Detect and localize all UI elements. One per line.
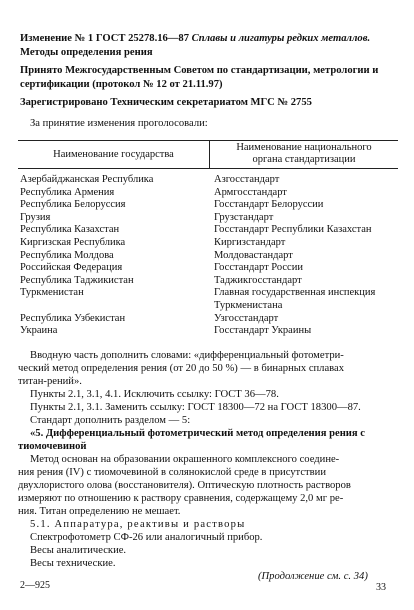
method-paragraph-line-2: ния рения (IV) с тиомочевиной в солянокислой среде в присутствии	[18, 467, 326, 478]
table-row	[18, 224, 398, 237]
body-paragraph-1-line-3: титан-рений».	[18, 376, 82, 387]
table-header-body-1: Наименование национального	[236, 142, 372, 153]
standards-body-name: Госстандарт России	[214, 262, 303, 274]
equipment-technical-scales: Весы технические.	[30, 558, 116, 569]
table-row	[18, 187, 398, 200]
body-paragraph-1-line-2: ческий метод определения рения (от 20 до 50 %) — в бинарных сплавах	[18, 363, 345, 374]
method-paragraph-line-5: ния. Титан определению не мешает.	[18, 506, 181, 517]
section-5-heading-line-1: «5. Дифференциальный фотометрический метод определения рения с	[30, 428, 365, 439]
table-row	[18, 313, 398, 326]
table-row	[18, 212, 398, 225]
equipment-spectrophotometer: Спектрофотометр СФ-26 или аналогичный прибор.	[30, 532, 263, 543]
table-row	[18, 300, 398, 313]
body-paragraph-4: Стандарт дополнить разделом — 5:	[30, 415, 191, 426]
standards-body-name: Армгосстандарт	[214, 186, 287, 198]
table-header-state: Наименование государства	[53, 149, 174, 160]
registration-line: Зарегистрировано Техническим секретариатом МГС № 2755	[20, 97, 312, 108]
standards-body-name: Таджикгосстандарт	[214, 274, 302, 286]
standards-body-name: Молдовастандарт	[214, 249, 293, 261]
body-paragraph-1-line-1: Вводную часть дополнить словами: «дифференциальный фотометри-	[30, 350, 344, 361]
state-name: Республика Таджикистан	[20, 274, 134, 286]
adoption-line-1: Принято Межгосударственным Советом по стандартизации, метрологии и	[20, 65, 379, 76]
section-5-heading-line-2: тиомочевиной	[18, 441, 87, 452]
state-name: Республика Армения	[20, 186, 115, 198]
method-paragraph-line-4: измеряют по отношению к раствору сравнения, содержащему 2,0 мг ре-	[18, 493, 344, 504]
subsection-5-1-heading: 5.1. Аппаратура, реактивы и растворы	[30, 519, 246, 530]
amendment-subtitle: Методы определения рения	[20, 47, 153, 58]
table-top-rule	[18, 140, 398, 141]
table-row	[18, 325, 398, 338]
body-paragraph-3: Пункты 2.1, 3.1. Заменить ссылку: ГОСТ 18300—72 на ГОСТ 18300—87.	[30, 402, 361, 413]
state-name: Республика Казахстан	[20, 224, 120, 236]
state-name: Российская Федерация	[20, 262, 123, 274]
page-number: 33	[376, 582, 386, 593]
standards-body-name: Грузстандарт	[214, 211, 274, 223]
table-row	[18, 275, 398, 288]
standards-body-name: Туркменистана	[214, 299, 283, 311]
table-row	[18, 262, 398, 275]
table-row	[18, 237, 398, 250]
method-paragraph-line-3: двухлористого олова (восстановителя). Оптическую плотность растворов	[18, 480, 351, 491]
standards-body-name: Главная государственная инспекция	[214, 287, 376, 299]
table-row	[18, 250, 398, 263]
state-name: Украина	[20, 325, 58, 337]
standards-body-name: Госстандарт Украины	[214, 325, 312, 337]
amendment-title-italic: Сплавы и лигатуры редких металлов.	[189, 33, 371, 44]
standards-body-name: Госстандарт Белоруссии	[214, 199, 324, 211]
standards-body-name: Азгосстандарт	[214, 174, 280, 185]
table-row	[18, 287, 398, 300]
method-paragraph-line-1: Метод основан на образовании окрашенного комплексного соедине-	[30, 454, 340, 465]
body-paragraph-2: Пункты 2.1, 3.1, 4.1. Исключить ссылку: ГОСТ 36—78.	[30, 389, 279, 400]
table-body	[18, 174, 398, 338]
table-header-rule	[18, 168, 398, 169]
state-name: Азербайджанская Республика	[20, 174, 154, 185]
equipment-analytical-scales: Весы аналитические.	[30, 545, 127, 556]
state-name: Туркменистан	[20, 287, 84, 299]
standards-body-name: Узгосстандарт	[214, 312, 279, 324]
continued-note: (Продолжение см. с. 34)	[258, 571, 368, 582]
standards-body-name: Киргизстандарт	[214, 236, 286, 248]
adoption-line-2: сертификации (протокол № 12 от 21.11.97)	[20, 79, 223, 90]
table-row	[18, 199, 398, 212]
table-header-body-2: органа стандартизации	[252, 154, 356, 165]
print-code: 2—925	[20, 580, 50, 591]
state-name: Республика Молдова	[20, 249, 114, 261]
state-name: Республика Узбекистан	[20, 312, 126, 324]
standards-body-name: Госстандарт Республики Казахстан	[214, 224, 372, 236]
state-name: Грузия	[20, 211, 51, 223]
table-row	[18, 174, 398, 187]
state-name: Киргизская Республика	[20, 236, 126, 248]
amendment-title	[20, 32, 400, 46]
state-name: Республика Белоруссия	[20, 199, 126, 211]
intro-text: За принятие изменения проголосовали:	[30, 118, 208, 129]
amendment-title-bold: Изменение № 1 ГОСТ 25278.16—87	[20, 33, 189, 44]
